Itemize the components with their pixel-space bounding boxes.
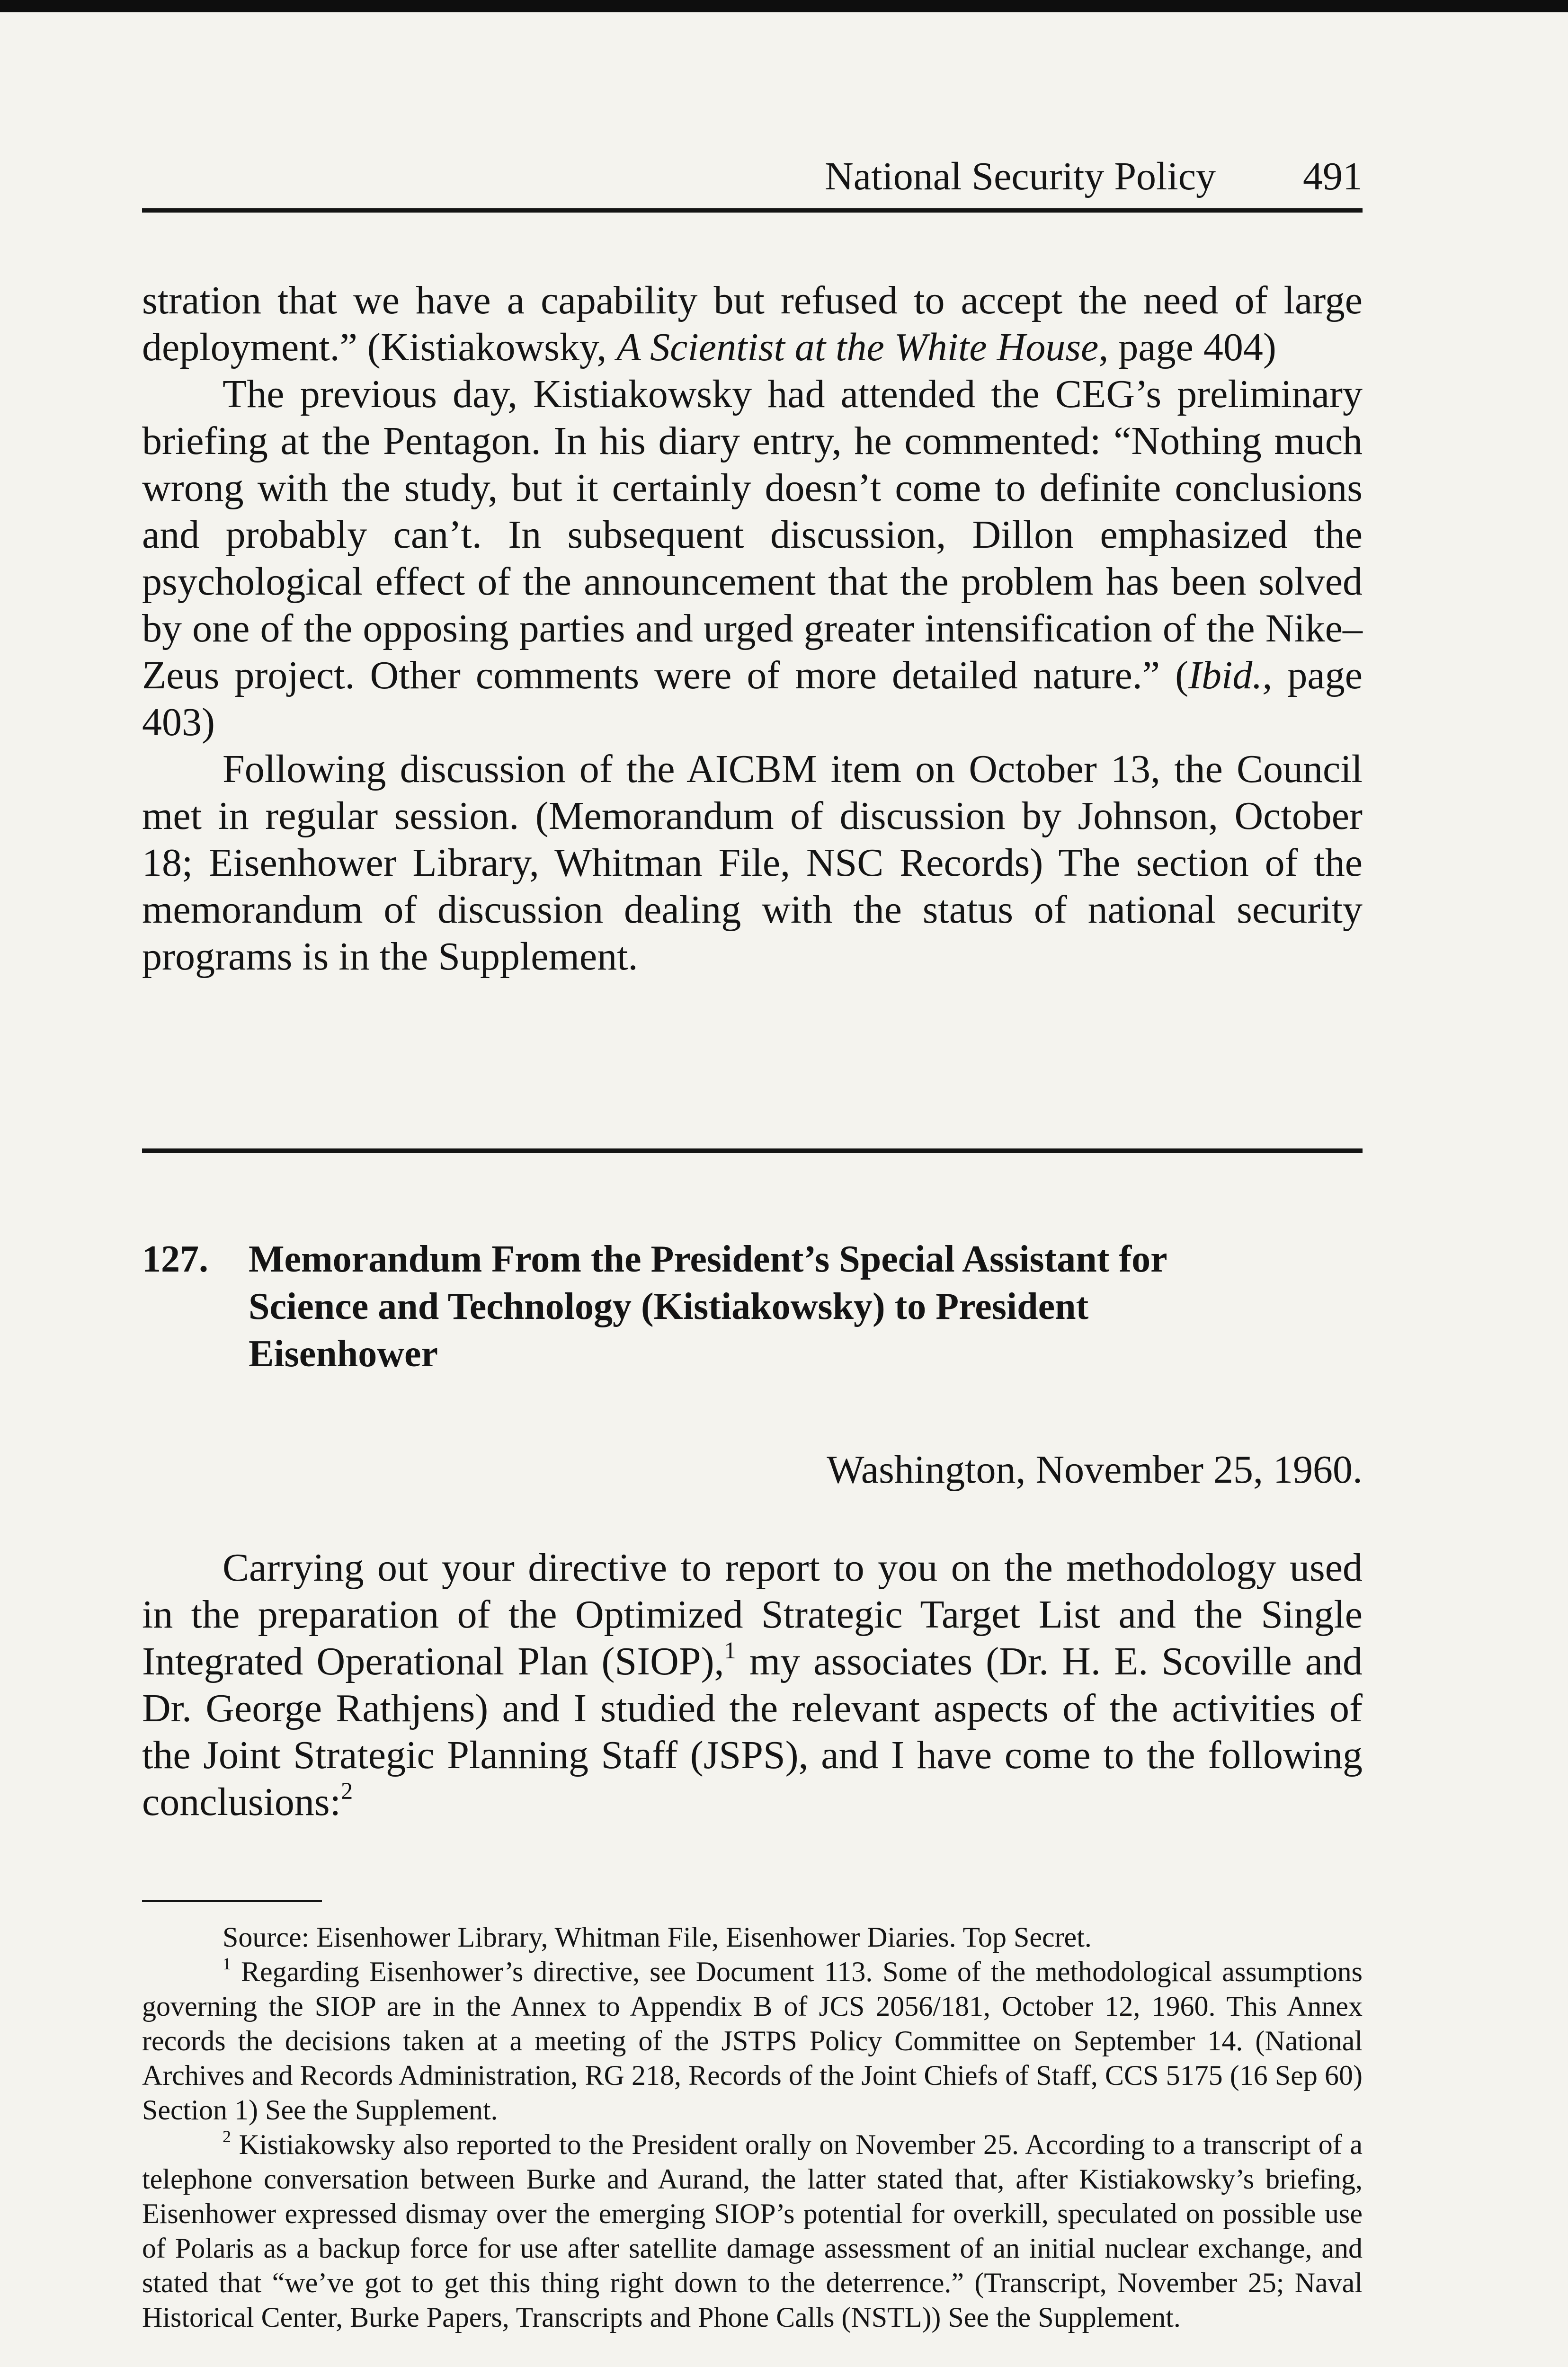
- footnote-ref-2: 2: [340, 1777, 353, 1804]
- ibid-citation: Ibid.,: [1188, 653, 1273, 697]
- paragraph-text: page 404): [1108, 325, 1276, 369]
- footnote-mark-2: 2: [223, 2127, 231, 2146]
- paragraph-text: my associates (Dr. H. E. Scoville and Dr. George Rathjens) and I studied the relevant aspects of the activities of the Joint Strategic Planning Staff (JSPS), and I have come to the following conclusions:: [142, 1639, 1363, 1824]
- book-title: A Scientist at the White House,: [616, 325, 1109, 369]
- document-number: 127.: [142, 1238, 208, 1280]
- scan-top-edge: [0, 0, 1568, 12]
- running-header: [142, 151, 1363, 203]
- paragraph-text: page 403): [142, 653, 1363, 744]
- paragraph-text: The previous day, Kistiakowsky had attended the CEG’s preliminary briefing at the Pentagon. In his diary entry, he commented: “Nothing much wrong with the study, but it certainly doesn’t come to definite conclusions and probably can’t. In subsequent discussion, Dillon emphasized the psychological effect of the announcement that the problem has been solved by one of the opposing parties and urged greater intensification of the Nike–Zeus project. Other comments were of more detailed nature.” (: [142, 372, 1363, 697]
- header-rule: [142, 208, 1363, 213]
- continued-text: [142, 277, 1363, 980]
- footnote-1: [142, 1955, 1363, 2127]
- footnote-text: Regarding Eisenhower’s directive, see Document 113. Some of the methodological assumptions governing the SIOP are in the Annex to Appendix B of JCS 2056/181, October 12, 1960. This Annex records the decisions taken at a meeting of the JSTPS Policy Committee on September 14. (National Archives and Records Administration, RG 218, Records of the Joint Chiefs of Staff, CCS 5175 (16 Sep 60) Section 1) See the Supplement.: [142, 1956, 1363, 2126]
- source-note: Source: Eisenhower Library, Whitman File, Eisenhower Diaries. Top Secret.: [223, 1922, 1092, 1953]
- memorandum-paragraph: [142, 1544, 1363, 1825]
- footnote-2: [142, 2127, 1363, 2335]
- paragraph-continued: [142, 277, 1363, 371]
- running-title: National Security Policy: [825, 154, 1216, 198]
- footnotes: [142, 1920, 1363, 2335]
- document-title: Memorandum From the President’s Special Assistant for Science and Technology (Kistiakowsky) to President Eisenhower: [249, 1238, 1167, 1375]
- paragraph-council: Following discussion of the AICBM item on October 13, the Council met in regular session. (Memorandum of discussion by Johnson, October 18; Eisenhower Library, Whitman File, NSC Records) The section of the memorandum of discussion dealing with the status of national security programs is in the Supplement.: [142, 747, 1363, 979]
- paragraph-briefing: [142, 371, 1363, 746]
- paragraph-text: Carrying out your directive to report to you on the methodology used in the preparation of the Optimized Strategic Target List and the Single Integrated Operational Plan (SIOP),: [142, 1546, 1363, 1683]
- footnote-text: Kistiakowsky also reported to the President orally on November 25. According to a transcript of a telephone conversation between Burke and Aurand, the latter stated that, after Kistiakowsky’s briefing, Eisenhower expressed dismay over the emerging SIOP’s potential for overkill, speculated on possible use of Polaris as a backup force for use after satellite damage assessment of an initial nuclear exchange, and stated that “we’ve got to get this thing right down to the deterrence.” (Transcript, November 25; Naval Historical Center, Burke Papers, Transcripts and Phone Calls (NSTL)) See the Supplement.: [142, 2129, 1363, 2333]
- dateline: Washington, November 25, 1960.: [827, 1448, 1363, 1492]
- page-number: 491: [1303, 154, 1363, 198]
- memorandum-body: [142, 1544, 1363, 1825]
- paragraph-text: stration that we have a capability but refused to accept the need of large deployment.” (Kistiakowsky,: [142, 278, 1363, 369]
- footnote-mark-1: 1: [223, 1954, 231, 1974]
- footnote-ref-1: 1: [724, 1637, 736, 1664]
- section-divider: [142, 1148, 1363, 1153]
- footnote-rule: [142, 1900, 322, 1902]
